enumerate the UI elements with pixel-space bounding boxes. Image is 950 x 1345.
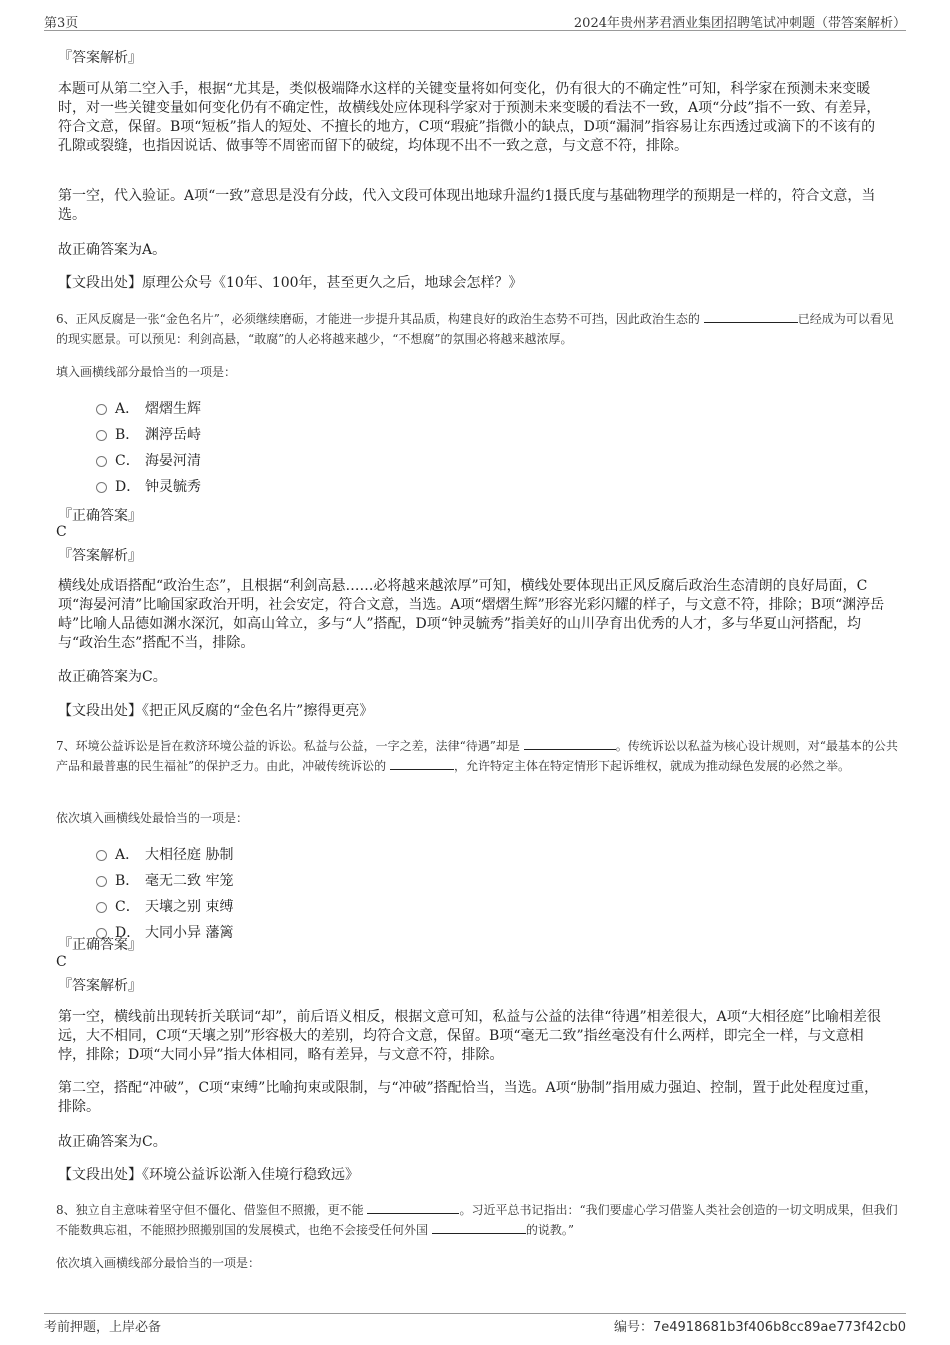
fill-blank <box>367 1201 459 1214</box>
analysis-text: 第一空，横线前出现转折关联词“却”，前后语义相反，根据文意可知，私益与公益的法律“待遇”相差很大，A项“大相径庭”比喻相差很远，大不相同，C项“天壤之别”形容极大的差别，均符合文意，保留。B项“毫无二致”指丝毫没有什么两样，即完全一样，与文意相悖，排除；D项“大同小异”指大体相同，略有差异，与文意不符，排除。 <box>58 1009 882 1063</box>
question-prompt: 依次填入画横线处最恰当的一项是： <box>56 811 249 825</box>
radio-icon[interactable] <box>96 430 107 441</box>
answer-conclusion: 故正确答案为C。 <box>58 669 167 685</box>
question-prompt: 填入画横线部分最恰当的一项是： <box>56 365 237 379</box>
document-title: 2024年贵州茅君酒业集团招聘笔试冲刺题（带答案解析） <box>573 16 906 31</box>
fill-blank <box>390 757 454 770</box>
fill-blank <box>704 310 798 323</box>
correct-answer-label: 『正确答案』 <box>58 508 142 524</box>
source-citation: 【文段出处】原理公众号《10年、100年，甚至更久之后，地球会怎样？》 <box>58 275 523 291</box>
option-d[interactable]: D． 大同小异 藩篱 <box>96 922 233 942</box>
option-c[interactable]: C． 海晏河清 <box>96 450 201 470</box>
radio-icon[interactable] <box>96 456 107 467</box>
question-prompt: 依次填入画横线部分最恰当的一项是： <box>56 1256 261 1270</box>
radio-icon[interactable] <box>96 850 107 861</box>
analysis-text: 横线处成语搭配“政治生态”，且根据“利剑高悬……必将越来越浓厚”可知，横线处要体现出正风反腐后政治生态清朗的良好局面，C项“海晏河清”比喻国家政治开明，社会安定，符合文意，当选。A项“熠熠生辉”形容光彩闪耀的样子，与文意不符，排除；B项“渊渟岳峙”比喻人品德如渊水深沉，如高山耸立，多与“人”搭配，D项“钟灵毓秀”指美好的山川孕育出优秀的人才，多与华夏山河搭配，均与“政治生态”搭配不当，排除。 <box>58 578 885 651</box>
correct-answer: C <box>56 954 67 970</box>
source-citation: 【文段出处】《环境公益诉讼渐入佳境行稳致远》 <box>58 1167 359 1183</box>
analysis-label: 『答案解析』 <box>58 548 142 564</box>
answer-conclusion: 故正确答案为A。 <box>58 242 167 258</box>
analysis-text: 第二空，搭配“冲破”，C项“束缚”比喻拘束或限制，与“冲破”搭配恰当，当选。A项“胁制”指用威力强迫、控制，置于此处程度过重，排除。 <box>58 1080 879 1115</box>
question-6-stem <box>56 309 901 349</box>
question-text: 7、环境公益诉讼是旨在救济环境公益的诉讼。私益与公益，一字之差，法律“待遇”却是 <box>56 739 524 753</box>
question-text: ，允许特定主体在特定情形下起诉维权，就成为推动绿色发展的必然之举。 <box>453 759 850 773</box>
question-text: 已经成为可以看见的现实愿景。可以预见：利剑高悬，“敢腐”的人必将越来越少，“不想腐”的氛围必将越来越浓厚。 <box>56 312 894 346</box>
footer-slogan: 考前押题，上岸必备 <box>44 1320 162 1335</box>
option-b[interactable]: B． 毫无二致 牢笼 <box>96 870 233 890</box>
analysis-label: 『答案解析』 <box>58 50 142 66</box>
analysis-paragraph <box>58 1079 888 1117</box>
page-number: 第3页 <box>44 16 79 31</box>
question-text: 6、正风反腐是一张“金色名片”，必须继续磨砺，才能进一步提升其品质，构建良好的政治生态势不可挡，因此政治生态的 <box>56 312 704 326</box>
analysis-paragraph <box>58 1008 888 1065</box>
correct-answer-label: 『正确答案』 <box>58 937 142 953</box>
page-header <box>44 12 906 31</box>
radio-icon[interactable] <box>96 902 107 913</box>
analysis-label: 『答案解析』 <box>58 978 142 994</box>
fill-blank <box>524 737 616 750</box>
option-d[interactable]: D． 钟灵毓秀 <box>96 476 201 496</box>
analysis-text: 本题可从第二空入手，根据“尤其是，类似极端降水这样的关键变量将如何变化，仍有很大的不确定性”可知，科学家在预测未来变暖时，对一些关键变量如何变化仍有不确定性，故横线处应体现科学家对于预测未来变暖的看法不一致，A项“分歧”指不一致、有差异，符合文意，保留。B项“短板”指人的短处、不擅长的地方，C项“瑕疵”指微小的缺点，D项“漏洞”指容易让东西透过或滴下的不该有的孔隙或裂缝，也指因说话、做事等不周密而留下的破绽，均体现不出不一致之意，与文意不符，排除。 <box>58 81 881 154</box>
correct-answer: C <box>56 524 67 540</box>
question-text: 8、独立自主意味着坚守但不僵化、借鉴但不照搬，更不能 <box>56 1203 368 1217</box>
option-a[interactable]: A． 熠熠生辉 <box>96 398 201 418</box>
question-text: 。习近平总书记指出：“我们要虚心学习借鉴人类社会创造的一切文明成果，但我们不能数典忘祖，不能照抄照搬别国的发展模式，也绝不会接受任何外国 <box>56 1203 898 1237</box>
question-text: 的说教。” <box>525 1223 574 1237</box>
analysis-paragraph <box>58 80 888 156</box>
source-citation: 【文段出处】《把正风反腐的“金色名片”擦得更亮》 <box>58 703 374 719</box>
option-c[interactable]: C． 天壤之别 束缚 <box>96 896 233 916</box>
radio-icon[interactable] <box>96 404 107 415</box>
radio-icon[interactable] <box>96 876 107 887</box>
question-7-stem <box>56 736 901 776</box>
analysis-text: 第一空，代入验证。A项“一致”意思是没有分歧，代入文段可体现出地球升温约1摄氏度与基础物理学的预期是一样的，符合文意，当选。 <box>58 188 876 223</box>
option-b[interactable]: B． 渊渟岳峙 <box>96 424 201 444</box>
analysis-paragraph <box>58 187 888 225</box>
answer-conclusion: 故正确答案为C。 <box>58 1134 167 1150</box>
document-id: 编号：7e4918681b3f406b8cc89ae773f42cb0 <box>613 1320 906 1335</box>
question-8-stem <box>56 1200 901 1240</box>
option-a[interactable]: A． 大相径庭 胁制 <box>96 844 233 864</box>
radio-icon[interactable] <box>96 482 107 493</box>
page-footer <box>44 1313 906 1334</box>
analysis-paragraph <box>58 577 888 653</box>
question-text: 。传统诉讼以私益为核心设计规则，对“最基本的公共产品和最普惠的民生福祉”的保护乏力。由此，冲破传统诉讼的 <box>56 739 898 773</box>
fill-blank <box>432 1221 526 1234</box>
